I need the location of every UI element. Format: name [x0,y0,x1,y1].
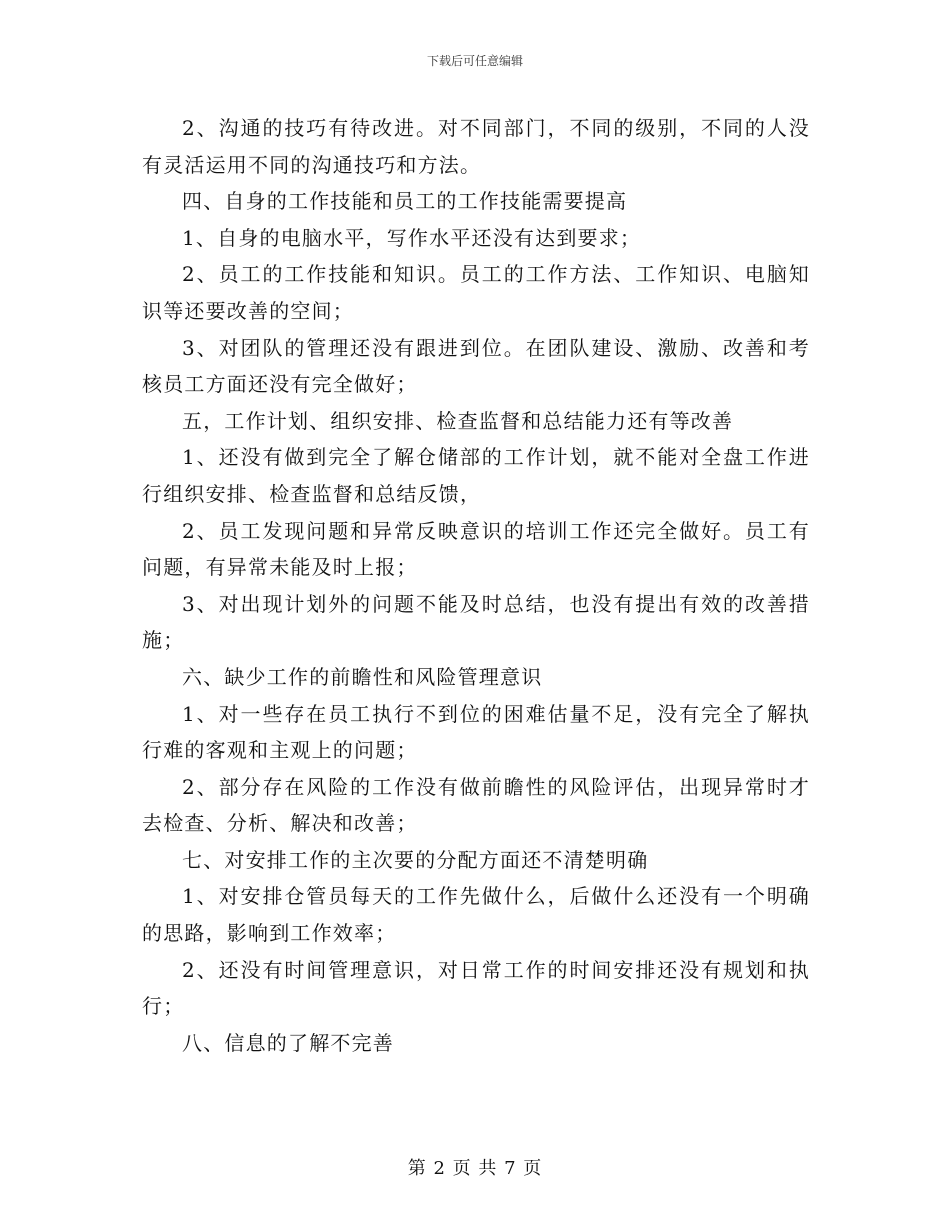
section-heading: 四、自身的工作技能和员工的工作技能需要提高 [182,189,628,214]
paragraph: 1、对安排仓管员每天的工作先做什么，后做什么还没有一个明确的思路，影响到工作效率； [142,884,810,946]
section-heading: 五，工作计划、组织安排、检查监督和总结能力还有等改善 [182,408,734,433]
paragraph: 1、还没有做到完全了解仓储部的工作计划，就不能对全盘工作进行组织安排、检查监督和总结反馈， [142,445,810,506]
page-number: 第 2 页 共 7 页 [407,1158,543,1179]
paragraph: 3、对出现计划外的问题不能及时总结，也没有提出有效的改善措施； [142,591,810,653]
section-heading: 七、对安排工作的主次要的分配方面还不清楚明确 [182,847,649,872]
paragraph: 2、还没有时间管理意识，对日常工作的时间安排还没有规划和执行； [142,957,810,1019]
page-header: 下载后可任意编辑 [426,54,523,68]
paragraph: 3、对团队的管理还没有跟进到位。在团队建设、激励、改善和考核员工方面还没有完全做好； [142,335,810,397]
paragraph: 1、对一些存在员工执行不到位的困难估量不足，没有完全了解执行难的客观和主观上的问题； [142,701,810,763]
paragraph: 2、部分存在风险的工作没有做前瞻性的风险评估，出现异常时才去检查、分析、解决和改善； [142,774,810,836]
section-heading: 八、信息的了解不完善 [182,1030,394,1055]
section-heading: 六、缺少工作的前瞻性和风险管理意识 [182,664,543,689]
paragraph: 2、员工发现问题和异常反映意识的培训工作还完全做好。员工有问题，有异常未能及时上报； [142,518,810,580]
paragraph: 2、员工的工作技能和知识。员工的工作方法、工作知识、电脑知识等还要改善的空间； [142,262,810,323]
paragraph: 2、沟通的技巧有待改进。对不同部门，不同的级别，不同的人没有灵活运用不同的沟通技巧和方法。 [142,116,810,177]
paragraph: 1、自身的电脑水平，写作水平还没有达到要求； [182,225,642,250]
document-body [142,110,810,1061]
